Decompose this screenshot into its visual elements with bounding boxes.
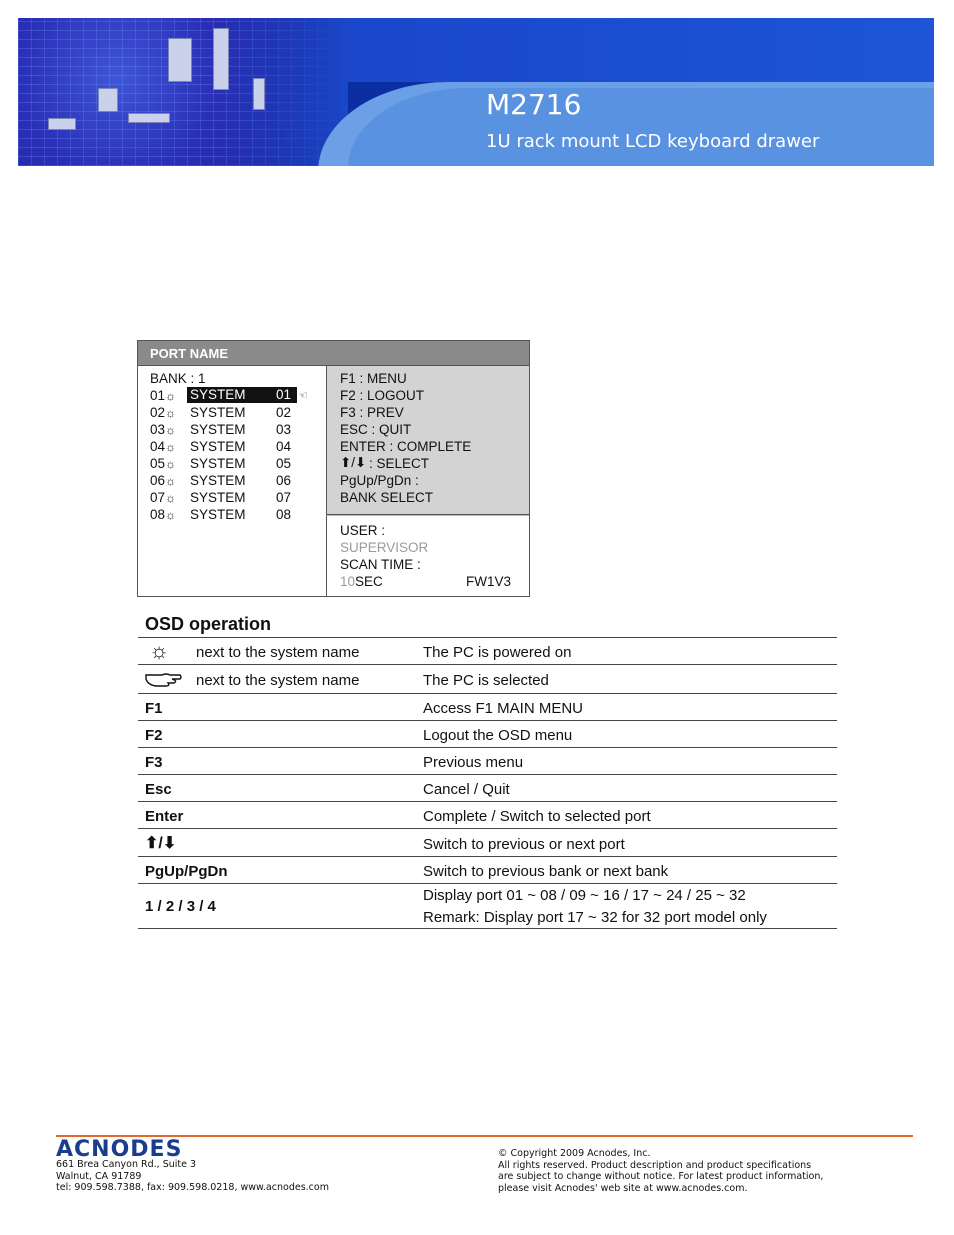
port-index: 01 (276, 387, 292, 402)
port-number: 02 (150, 405, 166, 420)
scan-time-value: 10 (340, 574, 356, 589)
footer-copyright (498, 1148, 823, 1194)
product-subtitle: 1U rack mount LCD keyboard drawer (486, 131, 820, 152)
port-number: 04 (150, 439, 166, 454)
row-description: The PC is powered on (423, 644, 572, 661)
osd-bank: BANK : 1 (150, 371, 206, 386)
table-row (138, 747, 837, 774)
rights-line: please visit Acnodes' web site at www.acnodes.com. (498, 1182, 748, 1194)
menu-item: ESC : QUIT (340, 422, 412, 437)
port-index: 05 (276, 456, 292, 471)
sun-icon: ☼ (165, 474, 176, 488)
chip-shape (128, 113, 170, 123)
table-row (138, 637, 837, 664)
chip-shape (213, 28, 229, 90)
port-name: SYSTEM (190, 405, 246, 420)
table-row (138, 801, 837, 828)
section-title: OSD operation (145, 614, 272, 634)
user-label: USER : (340, 523, 386, 538)
chip-shape (98, 88, 118, 112)
port-name: SYSTEM (190, 473, 246, 488)
port-name: SYSTEM (190, 422, 246, 437)
contact-line: tel: 909.598.7388, fax: 909.598.0218, www.acnodes.com (56, 1182, 329, 1194)
firmware-version: FW1V3 (466, 574, 512, 589)
row-key: F1 (145, 700, 163, 717)
acnodes-logo: ACNODES (56, 1137, 183, 1162)
user-value: SUPERVISOR (340, 540, 429, 555)
menu-item: F2 : LOGOUT (340, 388, 425, 403)
scan-time-label: SCAN TIME : (340, 557, 421, 572)
hand-icon (144, 669, 184, 693)
sun-icon: ☼ (165, 491, 176, 505)
osd-screen (137, 340, 530, 597)
port-number: 07 (150, 490, 166, 505)
sun-icon: ☼ (165, 423, 176, 437)
circuit-board-image (18, 18, 348, 166)
row-key: Esc (145, 781, 172, 798)
address-line: 661 Brea Canyon Rd., Suite 3 (56, 1159, 197, 1170)
row-description: The PC is selected (423, 672, 549, 689)
row-description: Display port 01 ~ 08 / 09 ~ 16 / 17 ~ 24 / 25 ~ 32 (423, 887, 746, 904)
osd-port-list (138, 366, 326, 596)
menu-item: BANK SELECT (340, 490, 434, 505)
port-index: 04 (276, 439, 292, 454)
arrow-up-down-icon: ⬆/⬇ (145, 835, 177, 852)
osd-hotkey-menu (326, 366, 529, 515)
row-description: Switch to previous bank or next bank (423, 863, 669, 880)
port-number: 08 (150, 507, 166, 522)
port-name: SYSTEM (190, 456, 246, 471)
table-row (138, 693, 837, 720)
row-description: Access F1 MAIN MENU (423, 700, 584, 717)
banner-curve-inner (348, 88, 934, 166)
osd-header (138, 341, 529, 366)
port-number: 03 (150, 422, 166, 437)
row-key: Enter (145, 808, 184, 825)
row-key: next to the system name (196, 672, 360, 689)
chip-shape (168, 38, 192, 82)
sun-icon: ☼ (165, 440, 176, 454)
table-row (138, 828, 837, 856)
row-description: Cancel / Quit (423, 781, 510, 798)
copyright-line: © Copyright 2009 Acnodes, Inc. (498, 1148, 651, 1159)
menu-item: F3 : PREV (340, 405, 404, 420)
scan-time-unit: SEC (355, 574, 383, 589)
hand-pointer-icon: ☜ (298, 390, 308, 402)
row-description: Complete / Switch to selected port (423, 808, 651, 825)
sun-icon: ☼ (165, 457, 176, 471)
row-key: F3 (145, 754, 163, 771)
footer-divider (56, 1135, 913, 1137)
port-index: 06 (276, 473, 292, 488)
table-row (138, 664, 837, 693)
sun-icon: ☼ (165, 389, 176, 403)
chip-shape (253, 78, 265, 110)
port-index: 03 (276, 422, 292, 437)
sun-icon: ☼ (165, 508, 176, 522)
port-number: 01 (150, 388, 166, 403)
port-number: 06 (150, 473, 166, 488)
footer-address (56, 1159, 329, 1194)
banner-top-band (348, 18, 934, 82)
menu-item: : SELECT (369, 456, 430, 471)
sun-icon: ☼ (149, 638, 170, 663)
arrow-up-down-icon: ⬆/⬇ (340, 455, 367, 470)
port-index: 07 (276, 490, 292, 505)
table-row (138, 774, 837, 801)
row-key: PgUp/PgDn (145, 863, 228, 880)
port-name: SYSTEM (190, 507, 246, 522)
row-remark: Remark: Display port 17 ~ 32 for 32 port model only (423, 909, 767, 926)
osd-status-panel (326, 515, 529, 597)
port-index: 02 (276, 405, 292, 420)
port-index: 08 (276, 507, 292, 522)
row-key: 1 / 2 / 3 / 4 (145, 898, 216, 915)
port-number: 05 (150, 456, 166, 471)
table-row (138, 720, 837, 747)
address-line: Walnut, CA 91789 (56, 1170, 142, 1182)
osd-header-title: PORT NAME (150, 346, 228, 361)
port-name: SYSTEM (190, 490, 246, 505)
operations-table (138, 637, 837, 929)
rights-line: All rights reserved. Product description and product specifications (498, 1159, 812, 1171)
port-name: SYSTEM (190, 387, 246, 402)
menu-item: F1 : MENU (340, 371, 407, 386)
menu-item: PgUp/PgDn : (340, 473, 419, 488)
port-name: SYSTEM (190, 439, 246, 454)
rights-line: are subject to change without notice. For latest product information, (498, 1171, 824, 1183)
sun-icon: ☼ (165, 406, 176, 420)
row-description: Logout the OSD menu (423, 727, 573, 744)
product-model: M2716 (486, 88, 582, 121)
menu-item: ENTER : COMPLETE (340, 439, 472, 454)
row-description: Previous menu (423, 754, 524, 771)
table-row (138, 856, 837, 883)
row-description: Switch to previous or next port (423, 836, 625, 853)
chip-shape (48, 118, 76, 130)
table-row (138, 883, 837, 929)
row-key: F2 (145, 727, 163, 744)
row-key: next to the system name (196, 644, 360, 661)
selected-port-highlight (187, 387, 297, 403)
